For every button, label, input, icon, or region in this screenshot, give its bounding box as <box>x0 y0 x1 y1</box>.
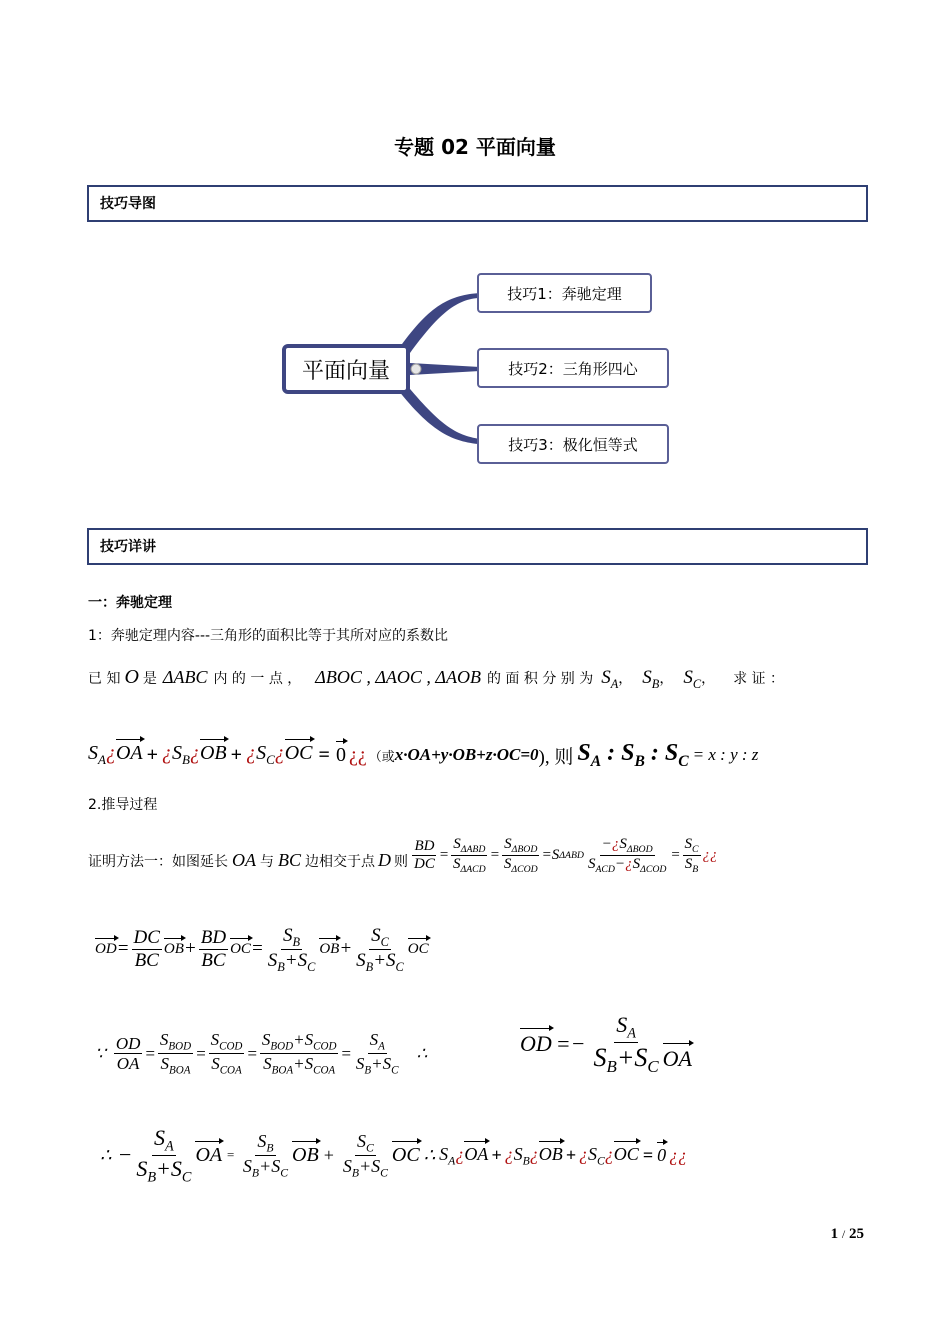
text: 内 的 一 点 ， <box>213 671 302 687</box>
mindmap-branch-label: 技巧1：奔驰定理 <box>507 284 622 303</box>
ratio-equation: ∵ $\frac{OD}{OA}$ = $\frac{S_{BOD}}{S_{BOA}}$ = $\frac{S_{COD}}{S_{COA}}$ = $\frac{S_{BOD}+S_{COD}}{S_{BOA}+S_{COA}}$ = $\frac{S_A}{S_B+S_C}$ ∴ <box>95 1030 428 1077</box>
od-equation: OD = $\frac{DC}{BC}$ OB + $\frac{BD}{BC}$ OC = $\frac{S_B}{S_B+S_C}$ OB + $\frac{S_C}{S_B+S_C}$ OC <box>95 925 429 974</box>
area-sb: S <box>642 667 652 688</box>
text: 的 面 积 分 别 为 <box>486 671 594 687</box>
heading-benz-theorem: 一：奔驰定理 <box>88 595 172 611</box>
root-joint-dot <box>411 364 421 374</box>
proof-text: 边相交于点 <box>305 854 376 871</box>
then-text: ), 则 <box>538 746 574 768</box>
mindmap-branch-1 <box>477 273 652 313</box>
or-text: （或 <box>368 748 395 764</box>
final-equation: ∴ − $\frac{S_A}{S_B+S_C}$ OA = $\frac{S_B}{S_B+S_C}$ OB + $\frac{S_C}{S_B+S_C}$ OC ∴ $S_A¿OA$ + ¿$S_B¿OB$ + ¿$S_C¿OC$ = 0 ¿¿ <box>100 1125 688 1186</box>
page-total: 25 <box>849 1226 864 1242</box>
section-header-mindmap <box>87 185 868 222</box>
mindmap-branch-label: 技巧2：三角形四心 <box>508 359 638 378</box>
glyph: ¿¿ <box>348 743 367 766</box>
point-o: O <box>124 666 139 688</box>
section-header-label: 技巧详讲 <box>100 539 156 555</box>
text: 已 知 <box>88 671 121 687</box>
proof-text: 则 <box>394 854 409 871</box>
section-header-details <box>87 528 868 565</box>
page-current: 1 <box>830 1226 839 1242</box>
sub-triangles: ΔBOC , ΔAOC , ΔAOB <box>315 667 481 687</box>
proof-text: 与 <box>260 854 274 871</box>
text: 求 证 ： <box>733 671 784 687</box>
area-sc: S <box>683 667 693 688</box>
mindmap-root <box>282 344 410 394</box>
proof-line-1: 证明方法一：如图延长 OA 与 BC 边相交于点 D 则 $\frac{BD}{DC}$ = $\frac{S_{\Delta ABD}}{S_{\Delta ACD}}$ = $\frac{S_{\Delta BOD}}{S_{\Delta COD}}$ =S ΔABD $\frac{-¿S_{\Delta BOD}}{S_{ACD}-¿S_{\Delta COD}}$ = $\frac{S_C}{S_B}$ ¿¿ <box>88 836 718 876</box>
segment-bc: BC <box>278 850 302 871</box>
point-d: D <box>378 850 392 871</box>
mindmap-branch-label: 技巧3：极化恒等式 <box>508 435 638 454</box>
item-derivation: 2.推导过程 <box>88 797 158 813</box>
theorem-statement: 已 知 O 是 ΔABC 内 的 一 点 ， ΔBOC , ΔAOC , ΔAOB 的 面 积 分 别 为 $S_A$ ， $S_B$ ， $S_C$ ， 求 证 ： <box>88 666 784 691</box>
mindmap-branch-3 <box>477 424 669 464</box>
proof-text: 证明方法一：如图延长 <box>88 854 228 871</box>
mindmap-root-label: 平面向量 <box>301 358 390 384</box>
page-title: 专题 02 平面向量 <box>394 135 556 159</box>
page-sep: / <box>841 1227 846 1241</box>
page-number <box>831 1226 864 1243</box>
connector-branch-1 <box>400 293 480 353</box>
theorem-formula: $S_A¿OA$ + ¿$S_B¿OB$ + ¿$S_C¿OC$ = 0 ¿¿ （或 x·OA+y·OB+z·OC=0 ), 则 $S_A$ : $S_B$ : $S_C$ = x : y : z <box>88 740 759 770</box>
triangle-abc: ΔABC <box>162 667 208 687</box>
text: 是 <box>142 671 157 687</box>
area-sa: S <box>601 667 611 688</box>
ratio: = x : y : z <box>692 745 759 765</box>
connector-branch-3 <box>398 383 480 444</box>
condition: x·OA+y·OB+z·OC=0 <box>394 745 539 765</box>
segment-oa: OA <box>232 850 256 871</box>
section-header-label: 技巧导图 <box>100 196 156 212</box>
item-theorem-content: 1：奔驰定理内容---三角形的面积比等于其所对应的系数比 <box>88 628 449 644</box>
od-result: OD =− $\frac{S_A}{S_B+S_C}$ OA <box>520 1012 692 1077</box>
mindmap-branch-2 <box>477 348 669 388</box>
